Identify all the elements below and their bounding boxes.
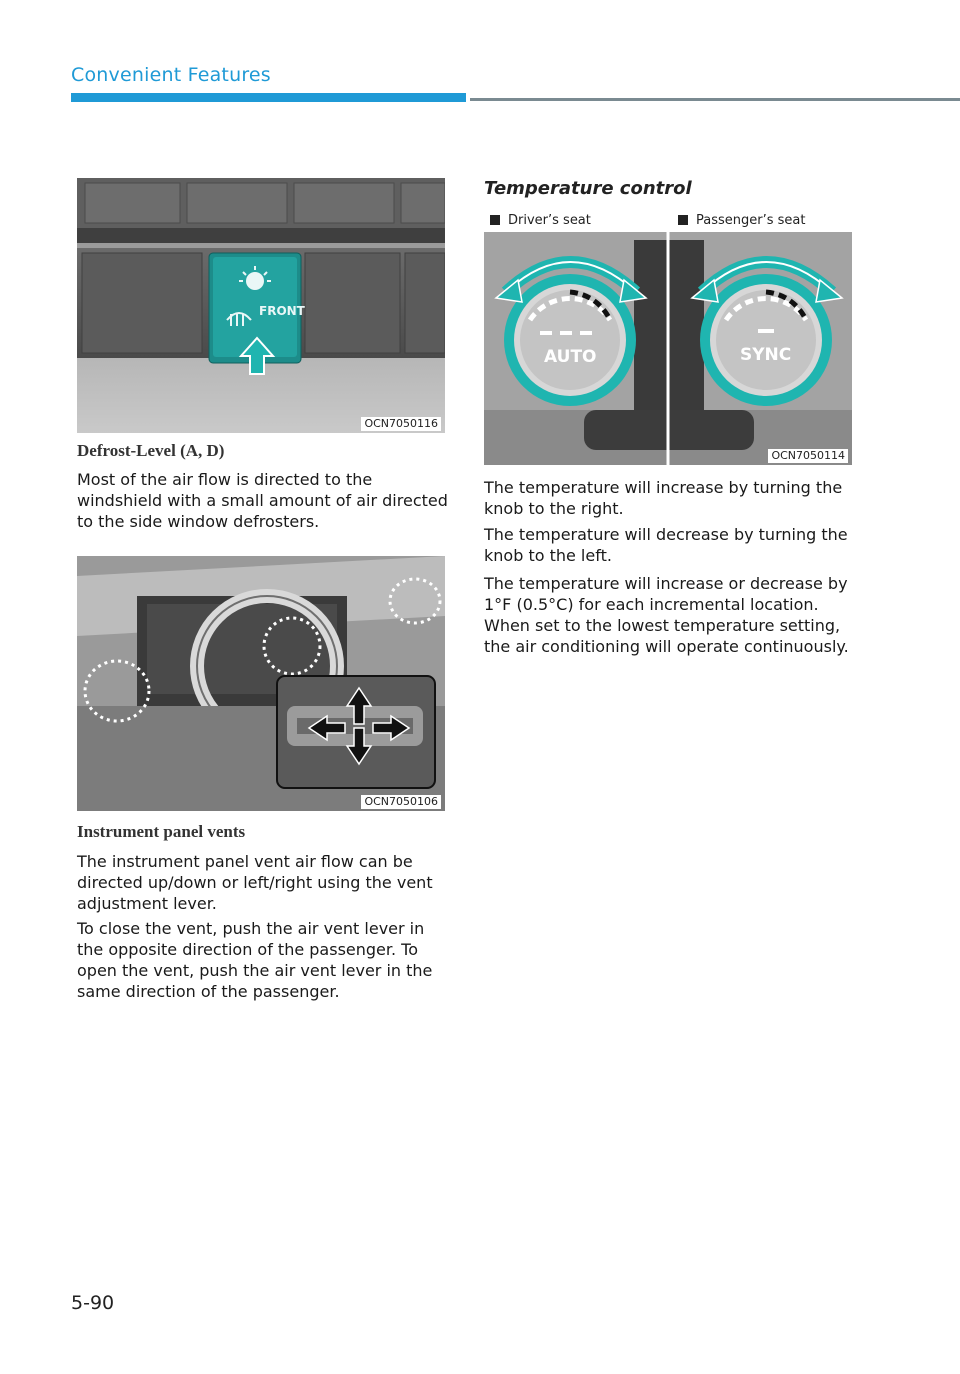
front-button-text: FRONT xyxy=(259,304,305,318)
page-number: 5-90 xyxy=(71,1292,115,1314)
passengers-seat-label: Passenger’s seat xyxy=(678,213,805,228)
right-knob-text: SYNC xyxy=(740,345,792,365)
defrost-figure-code: OCN7050116 xyxy=(361,417,441,431)
vents-figure xyxy=(77,556,445,811)
square-bullet-icon xyxy=(490,215,500,225)
defrost-text: Most of the air flow is directed to the windshield with a small amount of air directed to the side window defrosters. xyxy=(77,470,448,531)
vents-heading: Instrument panel vents xyxy=(77,822,246,841)
defrost-illustration xyxy=(77,178,445,433)
temp-text-1: The temperature will increase by turning the knob to the right. xyxy=(484,478,843,518)
left-knob-text: AUTO xyxy=(544,347,597,367)
vents-illustration xyxy=(77,556,445,811)
temp-heading: Temperature control xyxy=(484,178,692,199)
vents-text-1: The instrument panel vent air flow can be directed up/down or left/right using the vent adjustment lever. xyxy=(77,852,433,913)
temperature-figure xyxy=(484,210,852,465)
vents-text-2: To close the vent, push the air vent lever in the opposite direction of the passenger. To open the vent, push the air vent lever in the same direction of the passenger. xyxy=(77,919,433,1001)
section-title: Convenient Features xyxy=(71,64,271,86)
drivers-seat-label: Driver’s seat xyxy=(490,213,591,228)
temp-text-2: The temperature will decrease by turning the knob to the left. xyxy=(484,525,848,565)
header-rule-accent xyxy=(71,93,466,102)
defrost-figure xyxy=(77,178,445,433)
temperature-figure-code: OCN7050114 xyxy=(768,449,848,463)
defrost-heading: Defrost-Level (A, D) xyxy=(77,441,225,460)
vents-figure-code: OCN7050106 xyxy=(361,795,441,809)
header-rule xyxy=(470,98,960,101)
temp-text-3: The temperature will increase or decrease by 1°F (0.5°C) for each incremental location. When set to the lowest temperature setting, the air conditioning will operate continuously. xyxy=(484,574,849,656)
temperature-illustration xyxy=(484,210,852,465)
square-bullet-icon xyxy=(678,215,688,225)
